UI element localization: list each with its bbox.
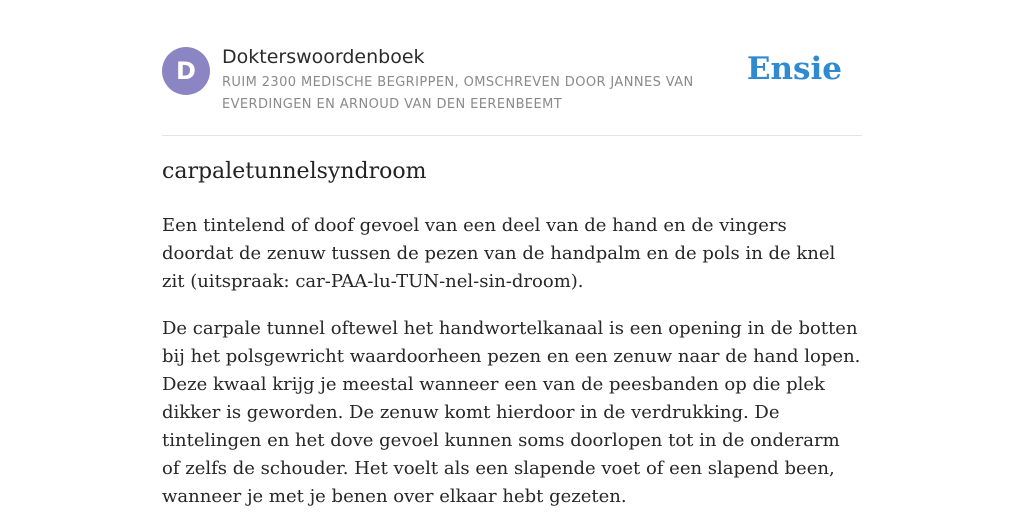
entry-paragraph: Een tintelend of doof gevoel van een deel van de hand en de vingers doordat de zenuw tussen de pezen van de handpalm en de pols in de knel zit (uitspraak: car-PAA-lu-TUN-nel-sin-droom). [162,215,836,292]
dictionary-avatar[interactable]: D [162,47,210,95]
header-divider [162,135,862,136]
ensie-logo[interactable]: Ensie [746,51,842,87]
dictionary-title[interactable]: Dokterswoordenboek [222,46,425,68]
dictionary-header [162,44,862,135]
dictionary-subtitle: RUIM 2300 MEDISCHE BEGRIPPEN, OMSCHREVEN DOOR JANNES VAN EVERDINGEN EN ARNOUD VAN DEN EERENBEEMT [222,75,694,112]
entry-term: carpaletunnelsyndroom [162,159,427,184]
entry-paragraph: De carpale tunnel oftewel het handwortelkanaal is een opening in de botten bij het polsgewricht waardoorheen pezen en een zenuw naar de hand lopen. Deze kwaal krijg je meestal wanneer een van de peesbanden op die plek dikker is geworden. De zenuw komt hierdoor in de verdrukking. De tintelingen en het dove gevoel kunnen soms doorlopen tot in de onderarm of zelfs de schouder. Het voelt als een slapende voet of een slapend been, wanneer je met je benen over elkaar hebt gezeten. [162,318,861,507]
